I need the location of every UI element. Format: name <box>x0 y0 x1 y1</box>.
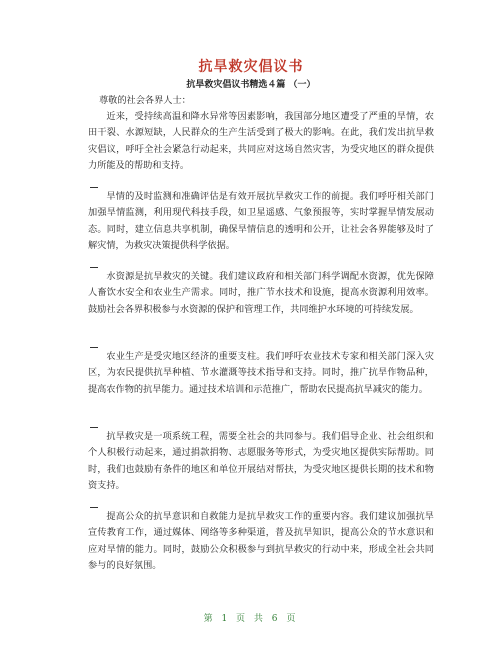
paragraph-3: 水资源是抗旱救灾的关键。我们建议政府和相关部门科学调配水资源，优先保障人畜饮水安全和农业生产需求。同时，推广节水技术和设施，提高水资源利用效率。鼓励社会各界积极参与水资源的保护和管理工作，共同维护水环境的可持续发展。 <box>88 271 434 315</box>
paragraph-5: 抗旱救灾是一项系统工程，需要全社会的共同参与。我们倡导企业、社会组织和个人积极行动起来，通过捐款捐物、志愿服务等形式，为受灾地区提供实际帮助。同时，我们也鼓励有条件的地区和单位开展结对帮扶，为受灾地区提供长期的技术和物资支持。 <box>88 431 434 492</box>
paragraph-2: 旱情的及时监测和准确评估是有效开展抗旱救灾工作的前提。我们呼吁相关部门加强旱情监测，利用现代科技手段，如卫星遥感、气象预报等，实时掌握旱情发展动态。同时，建立信息共享机制，确保旱情信息的透明和公开，让社会各界能够及时了解灾情，为救灾决策提供科学依据。 <box>88 191 434 252</box>
paragraph-6: 提高公众的抗旱意识和自救能力是抗旱救灾工作的重要内容。我们建议加强抗旱宣传教育工作，通过媒体、网络等多种渠道，普及抗旱知识，提高公众的节水意识和应对旱情的能力。同时，鼓励公众积极参与到抗旱救灾的行动中来，形成全社会共同参与的良好氛围。 <box>88 511 434 572</box>
section-separator <box>90 507 98 508</box>
section-separator <box>90 427 98 428</box>
document-subtitle: 抗旱救灾倡议书精选４篇 （一） <box>186 80 316 90</box>
section-separator <box>90 187 98 188</box>
greeting-line: 尊敬的社会各界人士： <box>99 95 191 106</box>
section-separator <box>90 267 98 268</box>
page-footer: 第 1 页 共 6 页 <box>203 614 299 624</box>
paragraph-1: 近来，受持续高温和降水异常等因素影响，我国部分地区遭受了严重的旱情，农田干裂、水源短缺，人民群众的生产生活受到了极大的影响。在此，我们发出抗旱救灾倡议，呼吁全社会紧急行动起来，共同应对这场自然灾害，为受灾地区的群众提供力所能及的帮助和支持。 <box>88 111 434 172</box>
section-separator <box>90 347 98 348</box>
document-title: 抗旱救灾倡议书 <box>198 59 304 75</box>
paragraph-4: 农业生产是受灾地区经济的重要支柱。我们呼吁农业技术专家和相关部门深入灾区，为农民提供抗旱种植、节水灌溉等技术指导和支持。同时，推广抗旱作物品种，提高农作物的抗旱能力。通过技术培训和示范推广，帮助农民提高抗旱减灾的能力。 <box>88 351 434 395</box>
